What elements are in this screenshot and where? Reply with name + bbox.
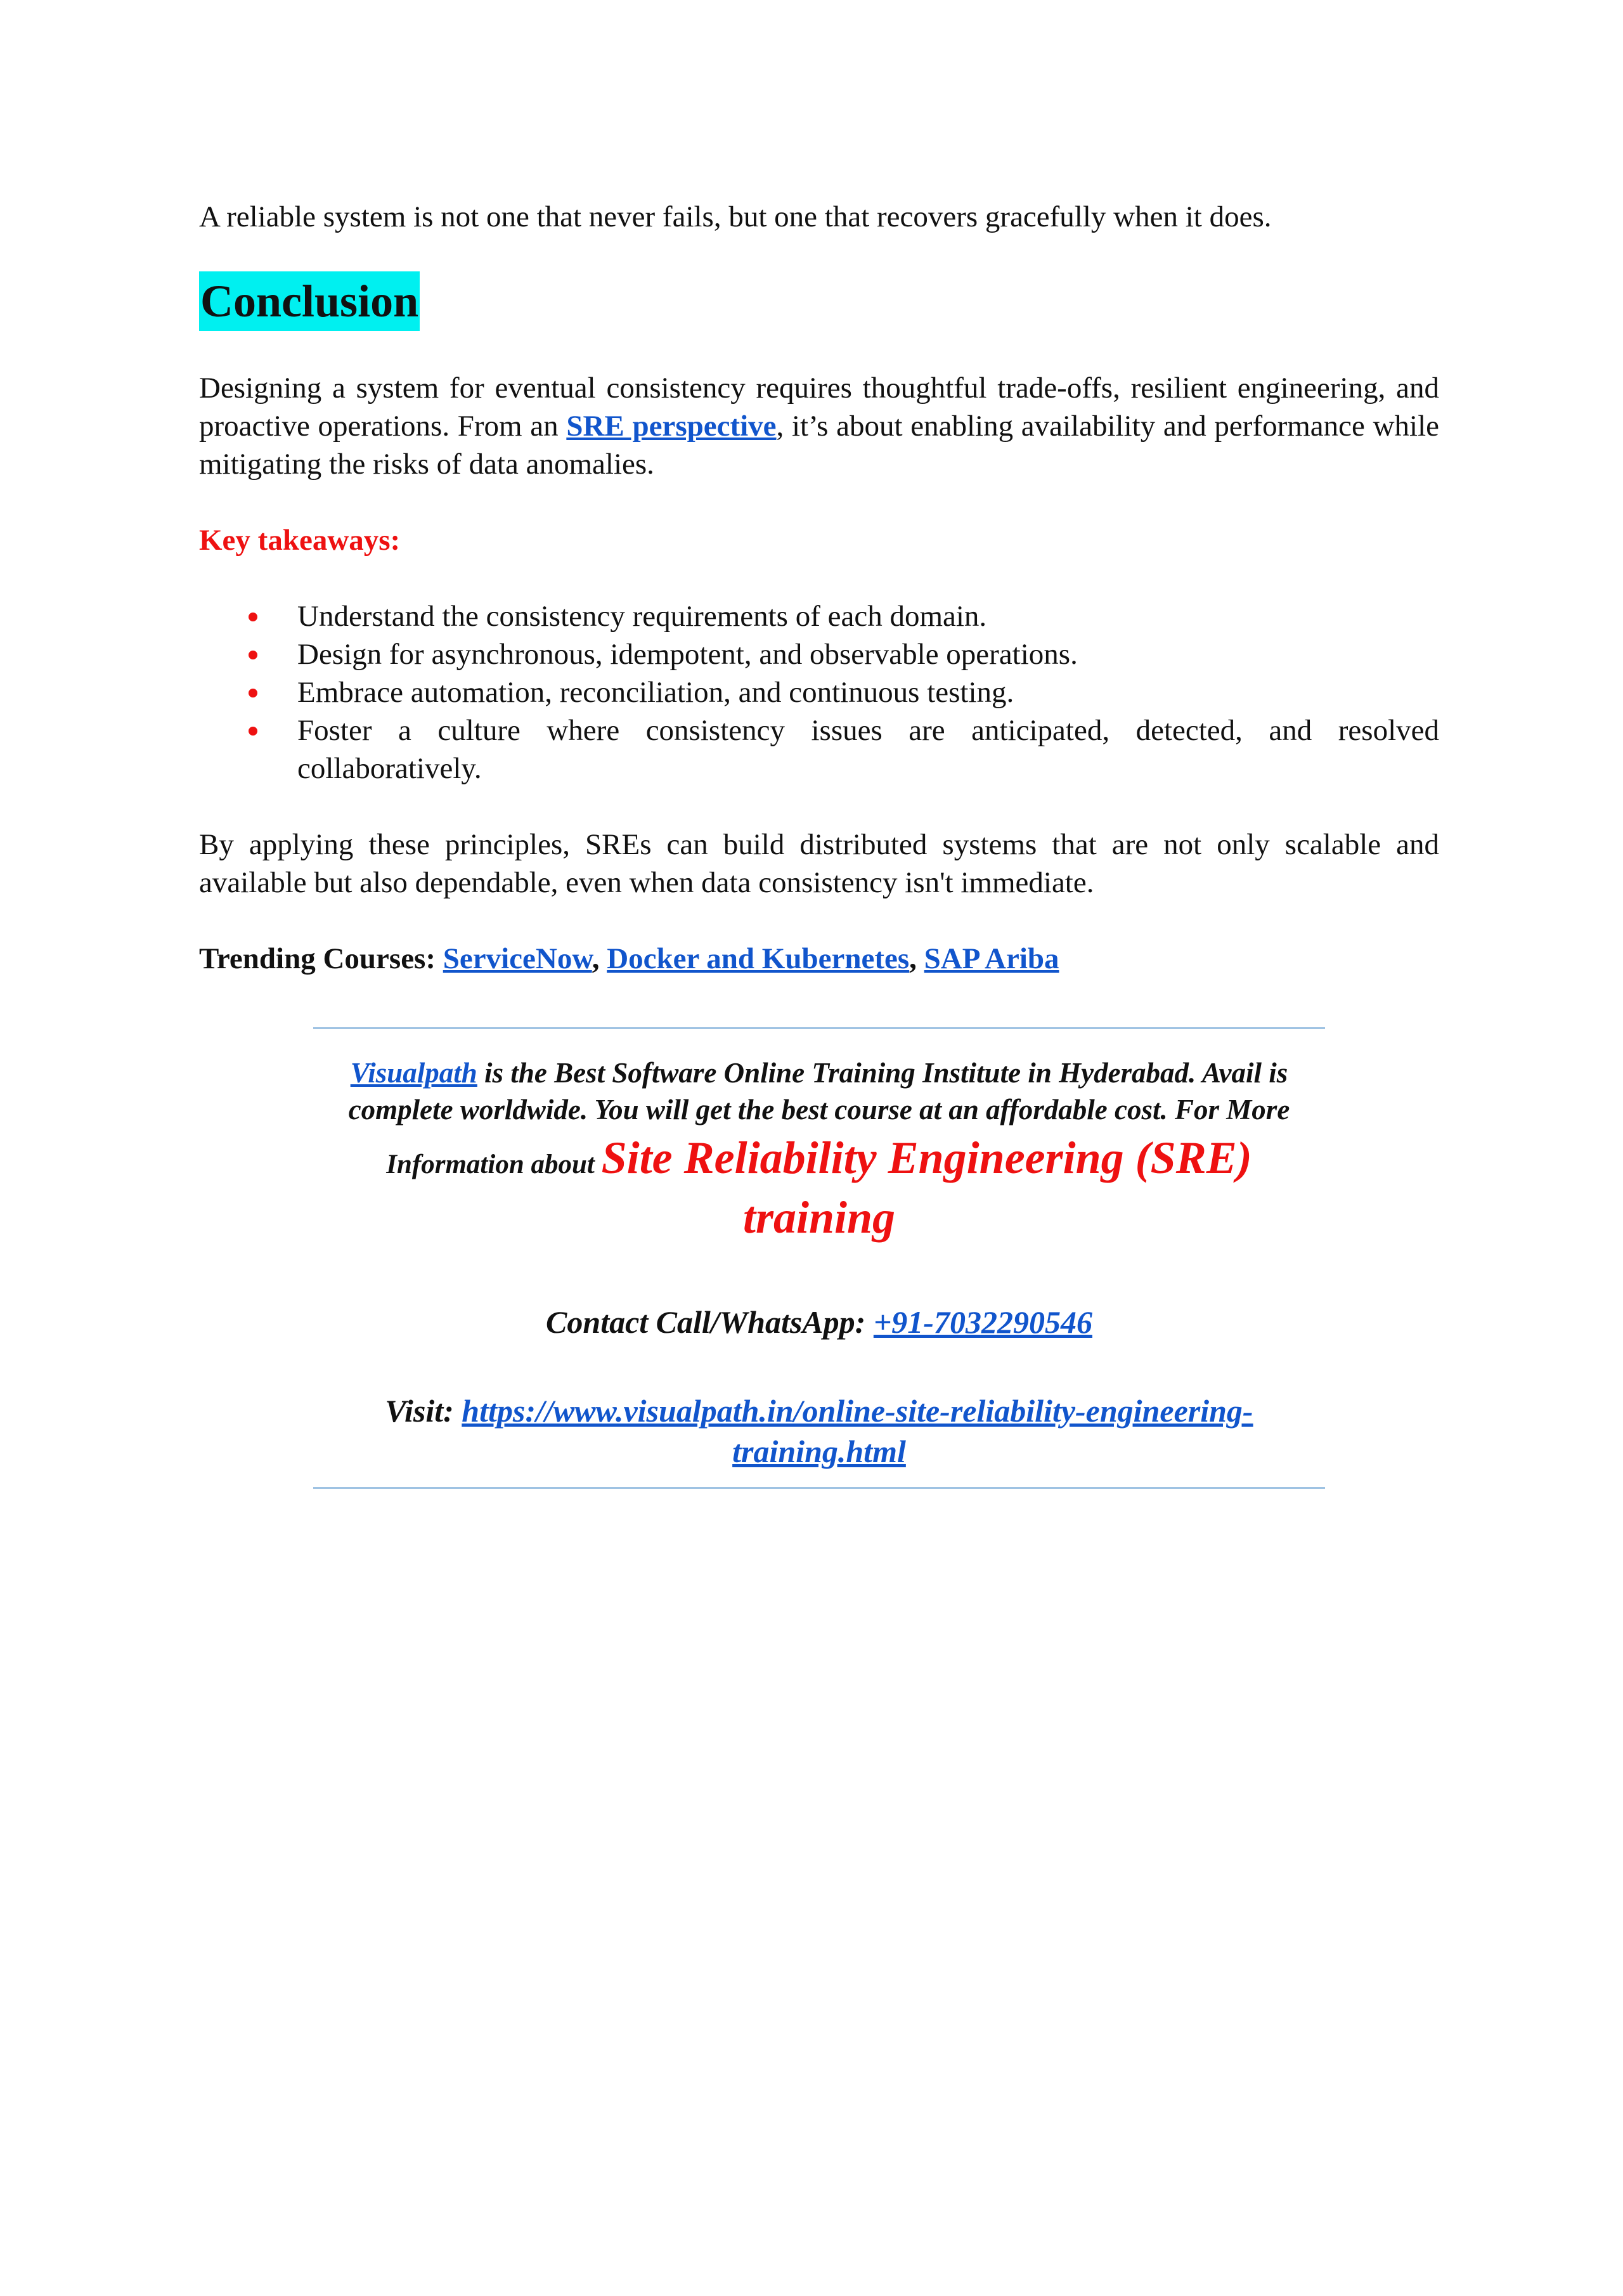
list-item [199, 711, 1439, 788]
sre-perspective-link[interactable]: SRE perspective [566, 410, 777, 443]
conclusion-text-before: Designing a system for eventual consistency requires thoughtful trade-offs, resilient engineering, and proactive operations. From an [199, 372, 1439, 443]
course-separator: , [909, 942, 924, 975]
intro-paragraph: A reliable system is not one that never fails, but one that recovers gracefully when it does. [199, 200, 1272, 233]
applying-paragraph: By applying these principles, SREs can build distributed systems that are not only scalable and available but also dependable, even when data consistency isn't immediate. [199, 828, 1439, 899]
trending-courses [199, 940, 1059, 978]
list-item-text: Design for asynchronous, idempotent, and observable operations. [297, 638, 1078, 671]
list-item-text: Embrace automation, reconciliation, and continuous testing. [297, 676, 1014, 709]
bullet-icon [249, 651, 257, 659]
key-takeaways-label: Key takeaways: [199, 524, 401, 557]
phone-link[interactable]: +91-7032290546 [873, 1304, 1092, 1340]
list-item [199, 635, 1439, 673]
conclusion-heading: Conclusion [199, 271, 420, 331]
visit-url-link[interactable]: https://www.visualpath.in/online-site-reliability-engineering- [462, 1393, 1253, 1429]
list-item-text: Understand the consistency requirements of each domain. [297, 600, 987, 633]
visit-line [313, 1391, 1325, 1472]
course-link-servicenow[interactable]: ServiceNow [443, 942, 592, 975]
sre-training-highlight: Site Reliability Engineering (SRE) [601, 1132, 1252, 1183]
contact-line [313, 1302, 1325, 1342]
list-item [199, 673, 1439, 711]
contact-label: Contact Call/WhatsApp: [546, 1304, 874, 1340]
course-separator: , [592, 942, 607, 975]
key-takeaways-list [199, 597, 1439, 788]
bullet-icon [249, 613, 257, 621]
visit-url-link-line2[interactable]: training.html [732, 1434, 906, 1469]
bullet-icon [249, 727, 257, 736]
info-label: Information about [386, 1150, 602, 1179]
list-item [199, 597, 1439, 635]
course-link-sap-ariba[interactable]: SAP Ariba [924, 942, 1059, 975]
conclusion-text-after: , it’s about enabling availability and performance while mitigating the risks of data anomalies. [199, 410, 1439, 481]
list-item-text: Foster a culture where consistency issues are anticipated, detected, and resolved collaboratively. [297, 714, 1439, 785]
visit-label: Visit: [385, 1393, 462, 1429]
conclusion-heading-wrap [199, 271, 420, 331]
trending-courses-label: Trending Courses: [199, 942, 443, 975]
promo-box [313, 1027, 1325, 1489]
promo-line-rest: is the Best Software Online Training Institute in Hyderabad. Avail is complete worldwide. You will get the best course at an affordable cost. For More [348, 1057, 1290, 1125]
visualpath-link[interactable]: Visualpath [350, 1057, 477, 1089]
conclusion-paragraph [199, 369, 1439, 483]
sre-training-highlight-line2: training [742, 1192, 896, 1243]
bullet-icon [249, 689, 257, 697]
course-link-docker-kubernetes[interactable]: Docker and Kubernetes [607, 942, 910, 975]
promo-text [313, 1054, 1325, 1247]
